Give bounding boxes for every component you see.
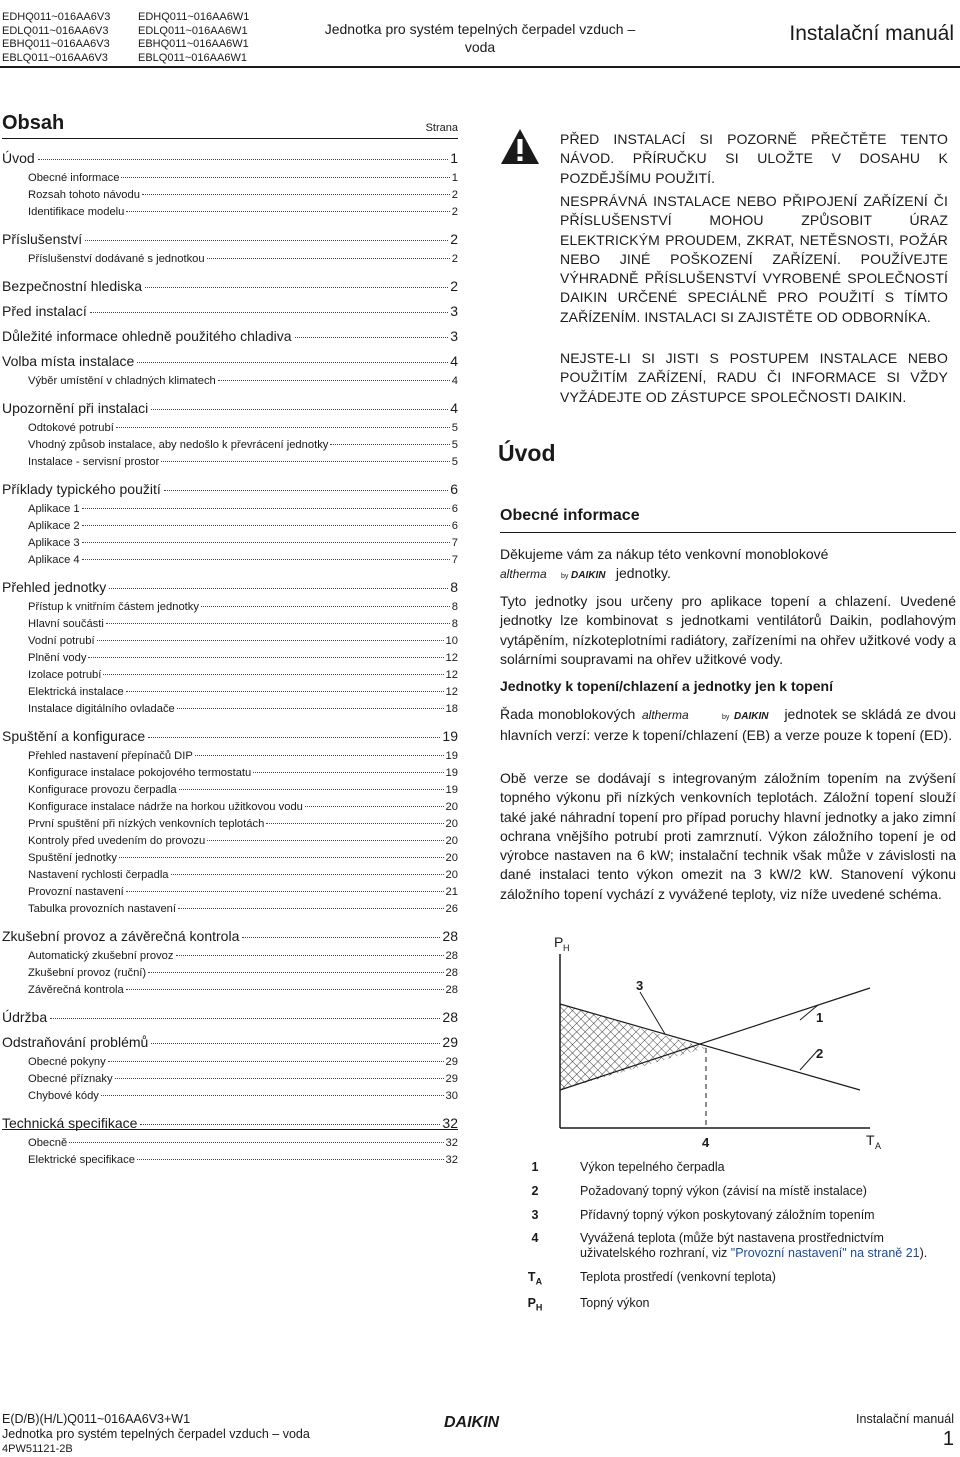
toc-subsection-entry[interactable] (2, 903, 458, 915)
toc-dot-leader (109, 588, 448, 589)
toc-subsection-entry[interactable] (2, 801, 458, 813)
toc-entry-title: Tabulka provozních nastavení (28, 903, 177, 915)
legend-text-4-line1: Vyvážená teplota (může být nastavena prostřednictvím (580, 1231, 884, 1245)
toc-entry-title: Plnění vody (28, 652, 87, 664)
toc-subsection-entry[interactable] (2, 189, 458, 201)
toc-entry-title: Elektrická instalace (28, 686, 124, 698)
toc-divider (2, 138, 458, 139)
header-title-line2: voda (464, 39, 496, 55)
toc-dot-leader (195, 755, 444, 756)
toc-entry-title: Instalace - servisní prostor (28, 456, 160, 468)
toc-subsection-entry[interactable] (2, 375, 458, 387)
toc-subsection-entry[interactable] (2, 784, 458, 796)
toc-dot-leader (82, 542, 450, 543)
toc-entry-page: 1 (451, 172, 458, 184)
page-number: 1 (942, 1428, 954, 1450)
toc-entry-page: 19 (445, 784, 458, 796)
toc-entry-page: 5 (451, 439, 458, 451)
toc-dot-leader (82, 508, 450, 509)
toc-entry-page: 32 (445, 1137, 458, 1149)
footer-description: Jednotka pro systém tepelných čerpadel vzduch – voda (2, 1427, 310, 1441)
toc-bottom-divider (2, 1129, 458, 1130)
toc-dot-leader (116, 427, 450, 428)
toc-dot-leader (179, 789, 444, 790)
units-heading: Jednotky k topení/chlazení a jednotky jen k topení (500, 678, 833, 694)
toc-dot-leader (207, 258, 450, 259)
toc-entry-title: Údržba (2, 1009, 48, 1025)
intro-paragraph-2: Tyto jednotky jsou určeny pro aplikace topení a chlazení. Uvedené jednotky lze kombinovat s jednotkami ventilátorů Daikin, podlahovým vytápěním, nízkoteplotními radiátory, zařízeními na ohřev užitkové vody a solárními soupravami na ohřev užitkové vody. (500, 593, 956, 667)
toc-subsection-entry[interactable] (2, 422, 458, 434)
toc-entry-title: Konfigurace instalace nádrže na horkou užitkovou vodu (28, 801, 303, 813)
daikin-logo (440, 1410, 520, 1432)
balance-temperature-diagram (500, 930, 920, 1155)
toc-dot-leader (121, 177, 449, 178)
logo-word: altherma (500, 568, 547, 581)
toc-subsection-entry[interactable] (2, 1056, 458, 1068)
diagram-label-3: 3 (636, 978, 644, 993)
toc-dot-leader (142, 194, 450, 195)
model-line: EDLQ011~016AA6V3 (2, 24, 109, 37)
altherma-logo (640, 707, 780, 726)
toc-entry-title: Výběr umístění v chladných klimatech (28, 375, 216, 387)
backup-heater-area-crosshatch (560, 1004, 706, 1090)
toc-entry-page: 4 (450, 353, 458, 369)
legend-text: Přídavný topný výkon poskytovaný záložním topením (580, 1208, 875, 1222)
toc-page-label: Strana (425, 122, 458, 134)
toc-entry-title: Nastavení rychlosti čerpadla (28, 869, 169, 881)
toc-dot-leader (151, 409, 448, 410)
model-line: EBLQ011~016AA6W1 (138, 51, 247, 64)
toc-dot-leader (242, 937, 440, 938)
toc-dot-leader (101, 1095, 444, 1096)
toc-dot-leader (115, 1078, 444, 1079)
toc-entry-page: 12 (445, 686, 458, 698)
toc-entry-title: Konfigurace provozu čerpadla (28, 784, 177, 796)
toc-subsection-entry[interactable] (2, 652, 458, 664)
toc-entry-title: Izolace potrubí (28, 669, 102, 681)
toc-entry-title: Rozsah tohoto návodu (28, 189, 140, 201)
toc-entry-page: 20 (445, 869, 458, 881)
toc-entry-title: Aplikace 3 (28, 537, 80, 549)
legend-text: Výkon tepelného čerpadla (580, 1160, 725, 1174)
toc-entry-page: 8 (451, 618, 458, 630)
toc-entry-title: Obecné informace (28, 172, 120, 184)
toc-dot-leader (161, 461, 450, 462)
header-manual-title: Instalační manuál (789, 22, 954, 45)
toc-entry-title: Automatický zkušební provoz (28, 950, 174, 962)
legend-text: Teplota prostředí (venkovní teplota) (580, 1270, 776, 1284)
toc-subsection-entry[interactable] (2, 635, 458, 647)
toc-entry-title: Zkušební provoz (ruční) (28, 967, 147, 979)
footer-right (856, 1412, 954, 1451)
toc-entry-page: 19 (445, 767, 458, 779)
thanks-paragraph (500, 545, 956, 586)
toc-section-entry[interactable] (2, 728, 458, 744)
toc-dot-leader (137, 1159, 444, 1160)
toc-entry-page: 28 (442, 928, 458, 944)
toc-subsection-entry[interactable] (2, 984, 458, 996)
toc-entry-title: Upozornění při instalaci (2, 400, 149, 416)
toc-entry-title: Závěrečná kontrola (28, 984, 124, 996)
x-axis-label: T (866, 1132, 875, 1148)
toc-entry-page: 5 (451, 456, 458, 468)
toc-subsection-entry[interactable] (2, 669, 458, 681)
footer-left (2, 1412, 310, 1457)
toc-subsection-entry[interactable] (2, 253, 458, 265)
diagram-label-1: 1 (816, 1010, 824, 1025)
toc-entry-page: 8 (451, 601, 458, 613)
toc-entry-title: Technická specifikace (2, 1115, 138, 1131)
toc-dot-leader (171, 874, 444, 875)
toc-subsection-entry[interactable] (2, 439, 458, 451)
toc-entry-title: Bezpečnostní hlediska (2, 278, 143, 294)
toc-entry-title: Instalace digitálního ovladače (28, 703, 175, 715)
model-line: EDHQ011~016AA6W1 (138, 11, 250, 23)
model-line: EDLQ011~016AA6W1 (138, 24, 248, 37)
logo-brand: DAIKIN (733, 711, 769, 721)
legend-text: Požadovaný topný výkon (závisí na místě instalace) (580, 1184, 867, 1198)
toc-dot-leader (126, 211, 449, 212)
toc-section-entry[interactable] (2, 1009, 458, 1025)
toc-dot-leader (85, 240, 448, 241)
toc-entry-page: 20 (445, 801, 458, 813)
toc-dot-leader (178, 908, 444, 909)
altherma-logo (500, 566, 612, 585)
toc-entry-title: Provozní nastavení (28, 886, 124, 898)
warning-paragraph-1: PŘED INSTALACÍ SI POZORNĚ PŘEČTĚTE TENTO NÁVOD. PŘÍRUČKU SI ULOŽTE V DOSAHU K POZDĚJŠÍMU POUŽITÍ. (560, 131, 948, 186)
toc-subsection-entry[interactable] (2, 818, 458, 830)
footer-model: E(D/B)(H/L)Q011~016AA6V3+W1 (2, 1412, 191, 1426)
warning-paragraph-3: NEJSTE-LI SI JISTI S POSTUPEM INSTALACE NEBO POUŽITÍM ZAŘÍZENÍ, RADU ČI INFORMACE SI VŽDY VYŽÁDEJTE OD ZÁSTUPCE SPOLEČNOSTI DAIKIN. (560, 350, 948, 405)
intro-paragraph-3 (500, 705, 956, 746)
toc-dot-leader (126, 891, 444, 892)
toc-subsection-entry[interactable] (2, 537, 458, 549)
header-models-col2 (138, 11, 249, 65)
warning-icon (500, 128, 540, 166)
thanks-text: Děkujeme vám za nákup této venkovní monoblokové (500, 546, 829, 562)
footer-brand: DAIKIN (444, 1414, 500, 1431)
thanks-text-end: jednotky. (615, 565, 671, 582)
y-axis-sub: H (563, 943, 570, 953)
toc-entry-title: Příslušenství dodávané s jednotkou (28, 253, 205, 265)
toc-dot-leader (266, 823, 443, 824)
toc-section-entry[interactable] (2, 278, 458, 294)
toc-entry-page: 28 (442, 1009, 458, 1025)
logo-by: by (721, 714, 730, 721)
toc-entry-title: Spuštění a konfigurace (2, 728, 146, 744)
toc-subsection-entry[interactable] (2, 852, 458, 864)
toc-subsection-entry[interactable] (2, 618, 458, 630)
toc-section-entry[interactable] (2, 353, 458, 369)
legend-text-4 (580, 1231, 952, 1261)
toc-subsection-entry[interactable] (2, 750, 458, 762)
toc-entry-title: Spuštění jednotky (28, 852, 117, 864)
toc-entry-title: Elektrické specifikace (28, 1154, 135, 1166)
toc-dot-leader (103, 674, 443, 675)
toc-entry-page: 2 (450, 278, 458, 294)
logo-word: altherma (641, 709, 689, 721)
toc-dot-leader (207, 840, 443, 841)
toc-entry-title: Úvod (2, 150, 35, 166)
toc-dot-leader (82, 559, 450, 560)
header-divider (0, 66, 960, 68)
toc-entry-title: Odstraňování problémů (2, 1034, 149, 1050)
toc-entry-page: 7 (451, 554, 458, 566)
intro-paragraph-4: Obě verze se dodávají s integrovaným záložním topením na zvýšení topného výkonu při nízkých venkovních teplotách. Záložní topení slouží také jaké náhradní topení pro případ poruchy hlavní jednotky a jako zimní ochrana vnějšího potrubí proti zamrznutí. Výkon záložního topení je od výrobce nastaven na 6 kW; instalační technik však může v závislosti na dané instalaci tento výkon omezit na 3 kW/2 kW. Stanovení výkonu záložního topení vychází z vyvážené teploty, viz níže uvedené schéma. (500, 770, 956, 902)
toc-entry-title: Obecně (28, 1137, 68, 1149)
legend-key-ta-sub: A (535, 1276, 543, 1287)
toc-section-entry[interactable] (2, 579, 458, 595)
toc-subsection-entry[interactable] (2, 950, 458, 962)
toc-subsection-entry[interactable] (2, 886, 458, 898)
toc-dot-leader (151, 1043, 440, 1044)
legend-key-ta-main: T (527, 1270, 536, 1284)
legend-key-ph-sub: H (535, 1302, 543, 1313)
header-title (300, 20, 660, 56)
toc-subsection-entry[interactable] (2, 1090, 458, 1102)
toc-subsection-entry[interactable] (2, 686, 458, 698)
x-axis-sub: A (875, 1141, 882, 1151)
toc-entry-page: 2 (451, 253, 458, 265)
toc-entry-page: 7 (451, 537, 458, 549)
model-line: EDHQ011~016AA6V3 (2, 11, 111, 23)
toc-dot-leader (88, 657, 443, 658)
legend-key-ph-main: P (527, 1296, 536, 1310)
toc-entry-page: 3 (450, 328, 458, 344)
toc-dot-leader (148, 972, 443, 973)
toc-dot-leader (50, 1018, 440, 1019)
toc-subsection-entry[interactable] (2, 835, 458, 847)
toc-subsection-entry[interactable] (2, 456, 458, 468)
legend-text-4-end: ). (919, 1246, 928, 1260)
legend-key: 4 (531, 1231, 539, 1245)
toc-section-entry[interactable] (2, 481, 458, 497)
toc-entry-title: Zkušební provoz a závěrečná kontrola (2, 928, 240, 944)
toc-entry-page: 18 (445, 703, 458, 715)
section-heading: Úvod (498, 440, 556, 466)
toc-entry-title: Přehled nastavení přepínačů DIP (28, 750, 193, 762)
toc-subsection-entry[interactable] (2, 172, 458, 184)
subsection-divider (500, 532, 956, 533)
toc-dot-leader (177, 708, 444, 709)
toc-subsection-entry[interactable] (2, 554, 458, 566)
toc-dot-leader (201, 606, 450, 607)
toc-entry-page: 8 (450, 579, 458, 595)
toc-subsection-entry[interactable] (2, 703, 458, 715)
warning-paragraph-2: NESPRÁVNÁ INSTALACE NEBO PŘIPOJENÍ ZAŘÍZENÍ ČI PŘÍSLUŠENSTVÍ MOHOU ZPŮSOBIT ÚRAZ ELEKTRICKÝM PROUDEM, ZKRAT, NETĚSNOSTI, POŽÁR NEBO JINÉ POŠKOZENÍ ZAŘÍZENÍ. POUŽÍVEJTE VÝHRADNĚ PŘÍSLUŠENSTVÍ VYROBENÉ SPOLEČNOSTÍ DAIKIN URČENÉ SPECIÁLNĚ PRO POUŽITÍ S TÍMTO ZAŘÍZENÍM. INSTALACI SI ZAJISTĚTE OD ODBORNÍKA. (560, 193, 948, 325)
toc-subsection-entry[interactable] (2, 1073, 458, 1085)
toc-dot-leader (140, 1124, 440, 1125)
legend-text-4-line2: uživatelského rozhraní, viz (580, 1246, 731, 1260)
toc-section-entry[interactable] (2, 400, 458, 416)
toc-dot-leader (253, 772, 443, 773)
footer-code: 4PW51121-2B (2, 1443, 73, 1455)
toc-subsection-entry[interactable] (2, 520, 458, 532)
legend-key: 2 (531, 1184, 539, 1198)
toc-section-entry[interactable] (2, 303, 458, 319)
toc-entry-page: 2 (451, 189, 458, 201)
legend-cross-reference[interactable]: "Provozní nastavení" na straně 21 (730, 1246, 920, 1260)
toc-dot-leader (148, 737, 440, 738)
toc-entry-title: Obecné příznaky (28, 1073, 113, 1085)
toc-entry-page: 28 (445, 950, 458, 962)
legend-text: Topný výkon (580, 1296, 650, 1310)
toc-entry-page: 30 (445, 1090, 458, 1102)
toc-subsection-entry[interactable] (2, 503, 458, 515)
toc-entry-title: Volba místa instalace (2, 353, 135, 369)
toc-entry-page: 2 (451, 206, 458, 218)
diagram-label-2: 2 (816, 1046, 824, 1061)
toc-entry-title: Kontroly před uvedením do provozu (28, 835, 206, 847)
toc-entry-page: 26 (445, 903, 458, 915)
logo-by: by (561, 573, 569, 581)
subsection-heading: Obecné informace (500, 507, 640, 524)
toc-entry-title: Příklady typického použití (2, 481, 161, 497)
toc-section-entry[interactable] (2, 928, 458, 944)
toc-entry-page: 19 (442, 728, 458, 744)
toc-entry-page: 20 (445, 852, 458, 864)
toc-section-entry[interactable] (2, 1034, 458, 1050)
toc-subsection-entry[interactable] (2, 967, 458, 979)
toc-entry-title: Aplikace 1 (28, 503, 80, 515)
toc-entry-title: Vodní potrubí (28, 635, 95, 647)
toc-dot-leader (108, 1061, 444, 1062)
toc-entry-title: Přístup k vnitřním částem jednotky (28, 601, 199, 613)
toc-entry-title: Aplikace 4 (28, 554, 80, 566)
toc-entry-page: 2 (450, 231, 458, 247)
toc-entry-page: 20 (445, 835, 458, 847)
toc-entry-title: Identifikace modelu (28, 206, 125, 218)
legend-key-ph (520, 1296, 550, 1313)
toc-dot-leader (145, 287, 448, 288)
toc-subsection-entry[interactable] (2, 869, 458, 881)
toc-dot-leader (164, 490, 448, 491)
toc-entry-page: 29 (445, 1056, 458, 1068)
header-models-col1 (2, 11, 110, 65)
model-line: EBHQ011~016AA6V3 (2, 38, 110, 50)
toc-entry-page: 19 (445, 750, 458, 762)
logo-brand: DAIKIN (571, 570, 606, 581)
y-axis-label: P (554, 934, 564, 950)
toc-entry-title: Důležité informace ohledně použitého chladiva (2, 328, 292, 344)
legend-key: 1 (531, 1160, 539, 1174)
toc-entry-page: 32 (442, 1115, 458, 1131)
toc-subsection-entry[interactable] (2, 601, 458, 613)
legend-key: 3 (531, 1208, 539, 1222)
toc-entry-page: 6 (451, 503, 458, 515)
toc-dot-leader (295, 337, 449, 338)
toc-dot-leader (38, 159, 449, 160)
toc-entry-title: První spuštění při nízkých venkovních teplotách (28, 818, 265, 830)
toc-dot-leader (69, 1142, 443, 1143)
toc-dot-leader (90, 312, 448, 313)
toc-title: Obsah (2, 112, 65, 134)
toc-entry-title: Hlavní součásti (28, 618, 104, 630)
toc-entry-title: Konfigurace instalace pokojového termostatu (28, 767, 252, 779)
toc-entry-page: 6 (451, 520, 458, 532)
toc-entry-page: 4 (450, 400, 458, 416)
series-text: Řada monoblokových (500, 706, 636, 722)
toc-entry-page: 28 (445, 984, 458, 996)
toc-section-entry[interactable] (2, 150, 458, 166)
toc-dot-leader (126, 691, 444, 692)
toc-entry-title: Přehled jednotky (2, 579, 107, 595)
toc-entry-page: 10 (445, 635, 458, 647)
series-text-end: jednotek se skládá ze dvou hlavních verzí: verze k topení/chlazení (EB) a verze pouze k topení (ED). (500, 706, 957, 744)
toc-entry-page: 29 (442, 1034, 458, 1050)
toc-subsection-entry[interactable] (2, 1137, 458, 1149)
toc-dot-leader (218, 380, 450, 381)
toc-entry-page: 3 (450, 303, 458, 319)
toc-subsection-entry[interactable] (2, 206, 458, 218)
toc-entry-title: Vhodný způsob instalace, aby nedošlo k převrácení jednotky (28, 439, 329, 451)
toc-dot-leader (305, 806, 444, 807)
model-line: EBLQ011~016AA6V3 (2, 51, 108, 64)
toc-dot-leader (330, 444, 449, 445)
toc-section-entry[interactable] (2, 328, 458, 344)
model-line: EBHQ011~016AA6W1 (138, 38, 249, 50)
header-title-line1: Jednotka pro systém tepelných čerpadel vzduch – (324, 21, 636, 37)
toc-entry-page: 12 (445, 669, 458, 681)
toc-entry-page: 32 (445, 1154, 458, 1166)
toc-dot-leader (119, 857, 444, 858)
toc-dot-leader (137, 362, 448, 363)
toc-entry-page: 21 (445, 886, 458, 898)
toc-dot-leader (97, 640, 444, 641)
toc-entry-page: 1 (450, 150, 458, 166)
toc-entry-page: 5 (451, 422, 458, 434)
toc-subsection-entry[interactable] (2, 1154, 458, 1166)
footer-manual: Instalační manuál (856, 1412, 954, 1426)
toc-entry-title: Obecné pokyny (28, 1056, 106, 1068)
toc-entry-title: Před instalací (2, 303, 87, 319)
toc-entry-page: 29 (445, 1073, 458, 1085)
toc-dot-leader (176, 955, 444, 956)
toc-entry-title: Odtokové potrubí (28, 422, 114, 434)
toc-dot-leader (126, 989, 444, 990)
toc-entry-page: 20 (445, 818, 458, 830)
toc-subsection-entry[interactable] (2, 767, 458, 779)
toc-entry-page: 28 (445, 967, 458, 979)
toc-entry-title: Aplikace 2 (28, 520, 80, 532)
toc-dot-leader (82, 525, 450, 526)
toc-entry-page: 4 (451, 375, 458, 387)
toc-section-entry[interactable] (2, 231, 458, 247)
toc-dot-leader (106, 623, 450, 624)
toc-entry-title: Chybové kódy (28, 1090, 99, 1102)
toc-entry-page: 12 (445, 652, 458, 664)
toc-entry-title: Příslušenství (2, 231, 83, 247)
toc-entry-page: 6 (450, 481, 458, 497)
legend-key-ta (520, 1270, 550, 1287)
diagram-label-4: 4 (702, 1135, 710, 1150)
